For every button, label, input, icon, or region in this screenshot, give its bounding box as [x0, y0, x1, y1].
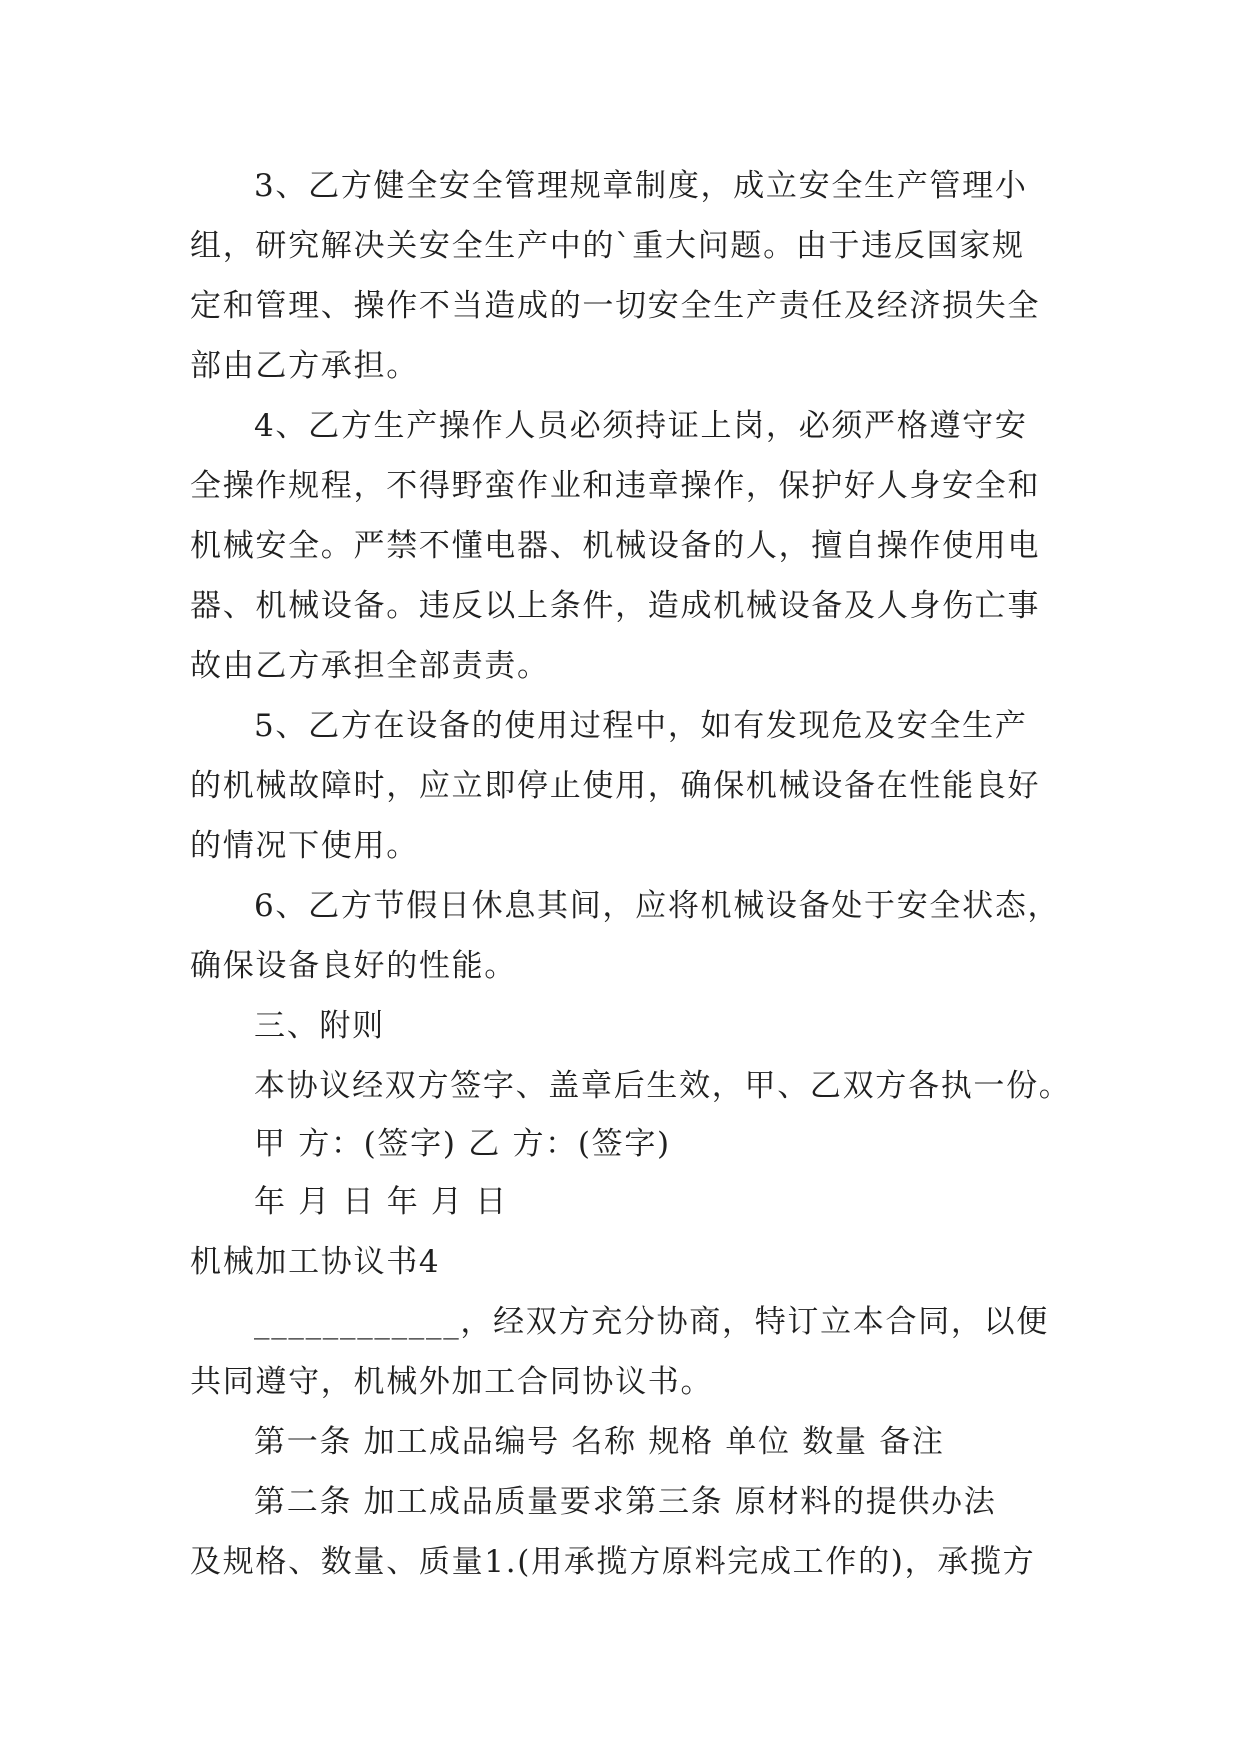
paragraph-line: 全操作规程，不得野蛮作业和违章操作，保护好人身安全和 [190, 468, 1041, 504]
paragraph-line: 的情况下使用。 [190, 828, 419, 864]
signature-line: 甲 方：(签字) 乙 方：(签字) [254, 1126, 671, 1162]
paragraph-line: 5、乙方在设备的使用过程中，如有发现危及安全生产 [254, 708, 1028, 744]
paragraph-line: 机械安全。严禁不懂电器、机械设备的人，擅自操作使用电 [190, 528, 1041, 564]
paragraph-line: ____________，经双方充分协商，特订立本合同，以便 [254, 1304, 1049, 1340]
paragraph-line: 部由乙方承担。 [190, 348, 419, 384]
paragraph-line: 的机械故障时，应立即停止使用，确保机械设备在性能良好 [190, 768, 1041, 804]
paragraph-line: 3、乙方健全安全管理规章制度，成立安全生产管理小 [254, 168, 1028, 204]
paragraph-line: 及规格、数量、质量1.(用承揽方原料完成工作的)，承揽方 [190, 1544, 1036, 1580]
date-line: 年 月 日 年 月 日 [254, 1184, 508, 1220]
paragraph-line: 组，研究解决关安全生产中的`重大问题。由于违反国家规 [190, 228, 1025, 264]
section-heading: 三、附则 [254, 1008, 385, 1044]
article-line: 第一条 加工成品编号 名称 规格 单位 数量 备注 [254, 1424, 945, 1460]
paragraph-line: 6、乙方节假日休息其间，应将机械设备处于安全状态， [254, 888, 1061, 924]
document-title: 机械加工协议书4 [190, 1244, 441, 1280]
paragraph-line: 器、机械设备。违反以上条件，造成机械设备及人身伤亡事 [190, 588, 1041, 624]
paragraph-line: 确保设备良好的性能。 [190, 948, 517, 984]
article-line: 第二条 加工成品质量要求第三条 原材料的提供办法 [254, 1484, 997, 1520]
paragraph-line: 4、乙方生产操作人员必须持证上岗，必须严格遵守安 [254, 408, 1028, 444]
paragraph-line: 本协议经双方签字、盖章后生效，甲、乙双方各执一份。 [254, 1068, 1072, 1104]
paragraph-line: 定和管理、操作不当造成的一切安全生产责任及经济损失全 [190, 288, 1041, 324]
paragraph-line: 共同遵守，机械外加工合同协议书。 [190, 1364, 714, 1400]
paragraph-line: 故由乙方承担全部责责。 [190, 648, 550, 684]
